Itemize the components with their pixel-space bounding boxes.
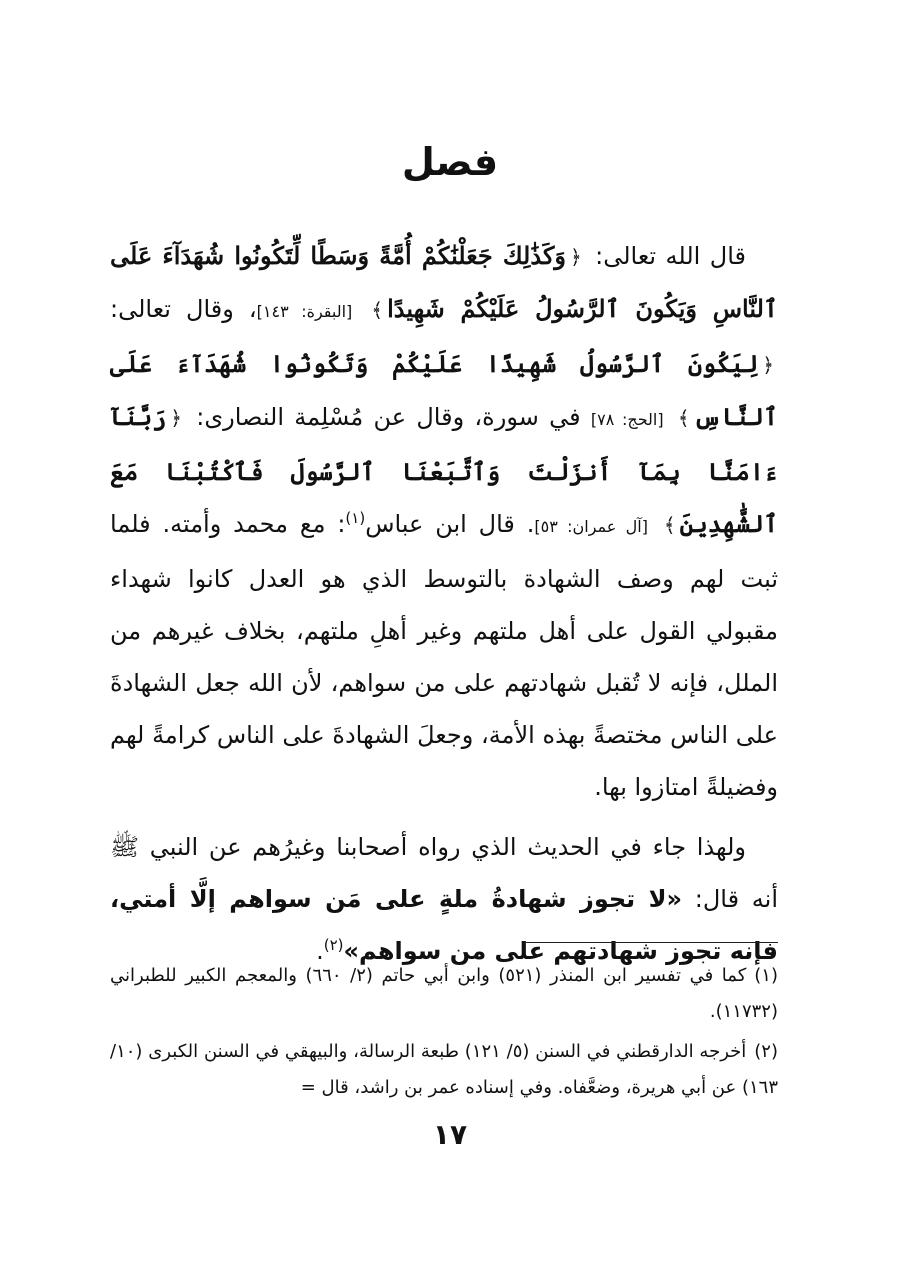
ornate-bracket-open: ﴿ <box>569 245 582 269</box>
quran-verse-2: لِيَكُونَ ٱلرَّسُولُ شَهِيدًا عَلَيْكُمْ وَتَكُونُوا شُهَدَآءَ عَلَى ٱلنَّاسِ <box>110 349 778 431</box>
footnote-1 <box>110 958 778 1030</box>
p1-rest: : مع محمد وأمته. فلما ثبت لهم وصف الشهادة بالتوسط الذي هو العدل كانوا شهداء مقبولي القول على أهل ملتهم وغير أهلِ ملتهم، بخلاف غيرهم من الملل، فإنه لا تُقبل شهادتهم على من سواهم، لأن الله جعل الشهادةَ على الناس مختصةً بهذه الأمة، وجعلَ الشهادةَ على الناس كرامةً لهم وفضيلةً امتازوا بها. <box>110 510 778 801</box>
footnote-number: (١) <box>754 965 778 986</box>
paragraph-1 <box>110 230 778 813</box>
ornate-bracket-close: ﴾ <box>663 513 676 537</box>
verse-ref-1: [البقرة: ١٤٣] <box>256 302 353 321</box>
p1-intro: قال الله تعالى: <box>585 242 746 270</box>
ornate-bracket-close: ﴾ <box>677 406 690 430</box>
p1-connector-2: في سورة، وقال عن مُسْلِمة النصارى: <box>185 403 591 431</box>
footnote-marker-1[interactable]: (١) <box>345 509 366 527</box>
section-title: فصل <box>401 140 499 184</box>
ornate-bracket-open: ﴿ <box>170 406 182 430</box>
quote-close: » <box>343 937 360 965</box>
footnote-number: (٢) <box>754 1041 778 1062</box>
paragraph-2 <box>110 821 778 977</box>
quran-verse-1: وَكَذَٰلِكَ جَعَلْنَٰكُمْ أُمَّةً وَسَطًا لِّتَكُونُوا شُهَدَآءَ عَلَى ٱلنَّاسِ وَيَكُونَ ٱلرَّسُولُ عَلَيْكُمْ شَهِيدًا <box>110 241 778 323</box>
verse-ref-2: [الحج: ٧٨] <box>590 410 664 429</box>
footnote-separator <box>524 942 778 943</box>
footnote-marker-2[interactable]: (٢) <box>323 936 344 954</box>
hadith-text: لا تجوز شهادةُ ملةٍ على مَن سواهم إلَّا أمتي، فإنه تجوز شهادتهم على من سواهم <box>110 885 778 965</box>
footnote-text: كما في تفسير ابن المنذر (٥٢١) وابن أبي حاتم (٢/ ٦٦٠) والمعجم الكبير للطبراني (١١٧٣٢). <box>110 965 778 1022</box>
footnote-text: أخرجه الدارقطني في السنن (٥/ ١٢١) طبعة الرسالة، والبيهقي في السنن الكبرى (١٠/ ١٦٣) عن أبي هريرة، وضعَّفاه. وفي إسناده عمر بن راشد، قال = <box>110 1041 778 1098</box>
p1-after-verse: . قال ابن عباس <box>365 510 535 538</box>
p2-end: . <box>316 937 324 965</box>
page-number: ١٧ <box>432 1118 468 1151</box>
quran-verse-3: رَبَّنَآ ءَامَنَّا بِمَآ أَنزَلْتَ وَٱتَّبَعْنَا ٱلرَّسُولَ فَٱكْتُبْنَا مَعَ ٱلشَّٰهِدِينَ <box>110 402 778 538</box>
footnote-2 <box>110 1034 778 1106</box>
quote-open: « <box>666 885 683 913</box>
ornate-bracket-close: ﴾ <box>371 298 384 322</box>
p2-intro: ولهذا جاء في الحديث الذي رواه أصحابنا وغيرُهم عن النبي ﷺ أنه قال: <box>110 833 778 913</box>
p1-connector-1: ، وقال تعالى: <box>110 295 257 323</box>
footnotes <box>110 958 778 1110</box>
ornate-bracket-open: ﴿ <box>762 353 774 377</box>
main-text <box>110 230 778 977</box>
verse-ref-3: [آل عمران: ٥٣] <box>534 517 648 536</box>
